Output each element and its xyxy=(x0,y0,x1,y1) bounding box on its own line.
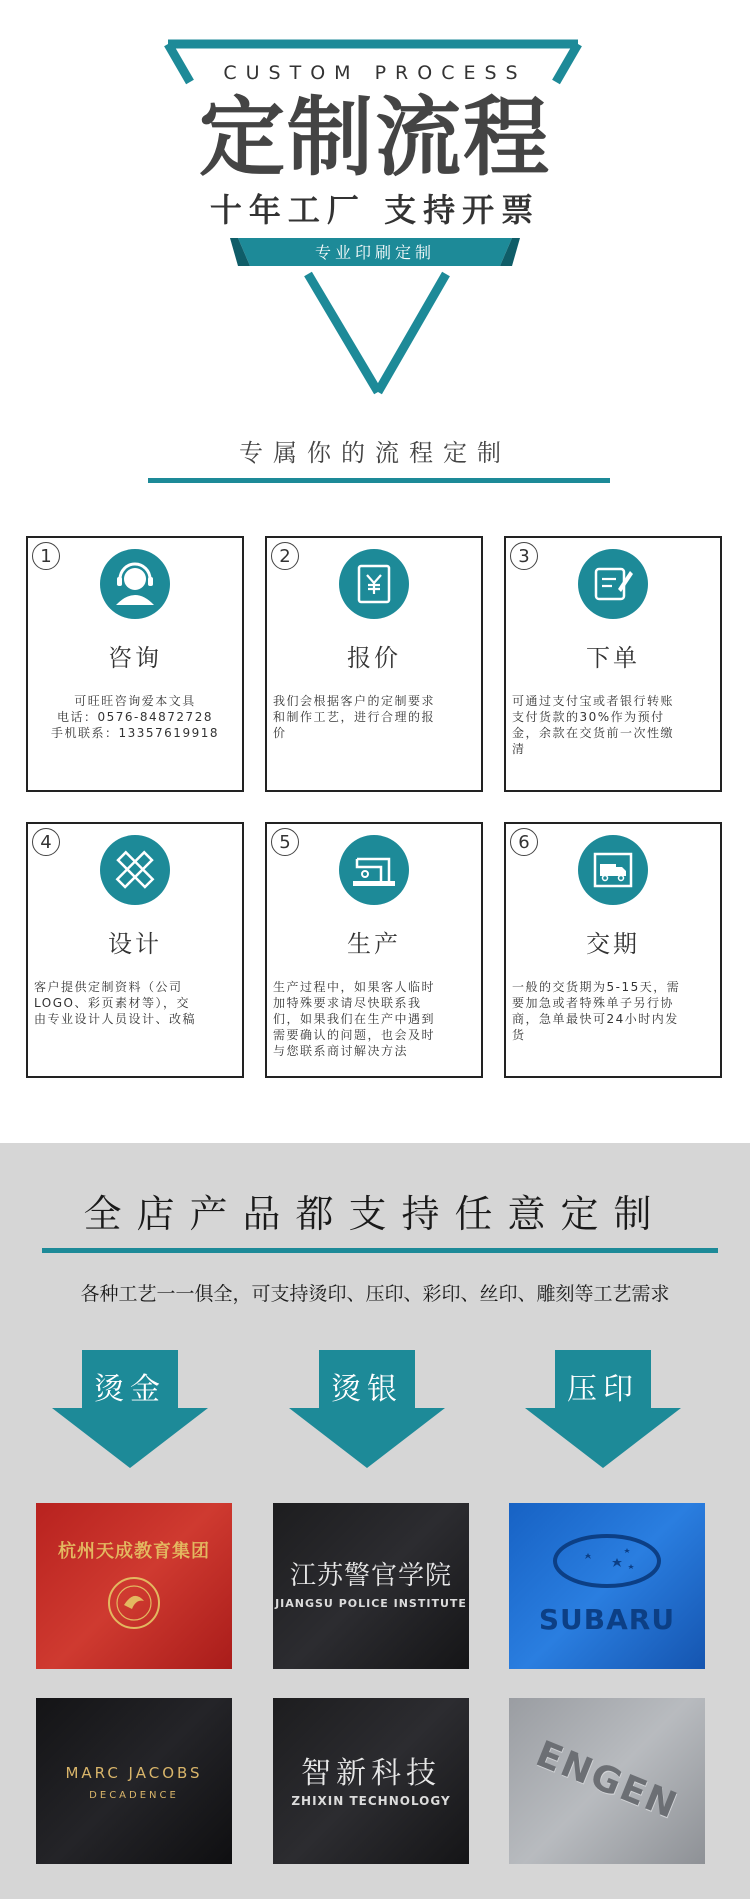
step-desc-line: 手机联系：13357619918 xyxy=(51,726,219,740)
sample-hot-gold-black xyxy=(36,1698,232,1864)
step-description xyxy=(34,979,236,1027)
step-title: 报价 xyxy=(347,644,401,672)
step-number: 1 xyxy=(32,542,60,570)
step-desc-line: 我们会根据客户的定制要求 xyxy=(273,694,436,708)
step-desc-line: 一般的交货期为5-15天，需 xyxy=(512,980,681,994)
step-title: 设计 xyxy=(108,930,162,958)
sewing-machine-icon xyxy=(339,835,409,905)
step-desc-line: 客户提供定制资料（公司 xyxy=(34,980,183,994)
sample-hot-gold-red xyxy=(36,1503,232,1669)
sample-emboss-blue xyxy=(509,1503,705,1669)
step-number: 5 xyxy=(271,828,299,856)
english-title: CUSTOM PROCESS xyxy=(223,62,527,84)
step-title: 交期 xyxy=(586,930,640,958)
step-desc-line: 需要确认的问题，也会及时 xyxy=(273,1028,436,1042)
step-desc-line: 电话：0576-84872728 xyxy=(57,710,213,724)
step-desc-line: 生产过程中，如果客人临时 xyxy=(273,980,436,994)
step-desc-line: 们，如果我们在生产中遇到 xyxy=(273,1012,436,1026)
step-description xyxy=(273,979,475,1059)
sample-text: 智新科技 xyxy=(301,1756,441,1791)
page-subtitle: 十年工厂 支持开票 xyxy=(209,191,541,229)
step-number: 4 xyxy=(32,828,60,856)
sample-text-en: ZHIXIN TECHNOLOGY xyxy=(291,1794,451,1808)
sample-text: ENGEN xyxy=(530,1733,684,1828)
step-desc-line: 清 xyxy=(512,742,526,756)
step-card-production xyxy=(265,822,483,1078)
craft-label-emboss: 压印 xyxy=(567,1372,639,1407)
subaru-logo-icon xyxy=(551,1533,663,1589)
step-desc-line: 金，余款在交货前一次性缴 xyxy=(512,726,675,740)
step-card-delivery xyxy=(504,822,722,1078)
step-description xyxy=(512,979,714,1043)
delivery-truck-icon xyxy=(578,835,648,905)
step-desc-line: 货 xyxy=(512,1028,526,1042)
design-ruler-pencil-icon xyxy=(100,835,170,905)
sample-text: SUBARU xyxy=(538,1603,676,1636)
emblem-icon xyxy=(106,1575,162,1631)
step-desc-line: 可旺旺咨询爱本文具 xyxy=(74,694,196,708)
step-desc-line: 和制作工艺，进行合理的报 xyxy=(273,710,436,724)
step-card-quote xyxy=(265,536,483,792)
sample-hot-silver-black xyxy=(273,1503,469,1669)
step-desc-line: 加特殊要求请尽快联系我 xyxy=(273,996,422,1010)
step-desc-line: LOGO、彩页素材等），交 xyxy=(34,996,190,1010)
step-number: 6 xyxy=(510,828,538,856)
step-number: 2 xyxy=(271,542,299,570)
customization-underline xyxy=(42,1248,718,1253)
step-description xyxy=(34,693,236,741)
sample-text: 杭州天成教育集团 xyxy=(58,1541,210,1562)
sample-text-en: JIANGSU POLICE INSTITUTE xyxy=(275,1597,467,1610)
sample-text-en: DECADENCE xyxy=(89,1790,179,1801)
step-number: 3 xyxy=(510,542,538,570)
customization-subtitle: 各种工艺一一俱全，可支持烫印、压印、彩印、丝印、雕刻等工艺需求 xyxy=(80,1283,670,1305)
step-description xyxy=(512,693,714,757)
step-title: 生产 xyxy=(347,930,401,958)
price-tag-yen-icon xyxy=(339,549,409,619)
step-desc-line: 商，急单最快可24小时内发 xyxy=(512,1012,679,1026)
order-edit-icon xyxy=(578,549,648,619)
process-heading-underline xyxy=(148,478,610,483)
step-desc-line: 可通过支付宝或者银行转账 xyxy=(512,694,675,708)
page-title: 定制流程 xyxy=(199,88,551,188)
sample-hot-silver-black-2 xyxy=(273,1698,469,1864)
badge-label: 专业印刷定制 xyxy=(314,243,435,262)
step-desc-line: 价 xyxy=(273,726,287,740)
sample-text: MARC JACOBS xyxy=(65,1764,203,1782)
step-desc-line: 支付货款的30%作为预付 xyxy=(512,710,665,724)
step-description xyxy=(273,693,475,741)
step-card-order xyxy=(504,536,722,792)
customization-title: 全店产品都支持任意定制 xyxy=(83,1192,667,1236)
sample-emboss-gray xyxy=(509,1698,705,1864)
craft-label-hot-gold: 烫金 xyxy=(94,1372,166,1407)
process-heading: 专属你的流程定制 xyxy=(239,439,511,467)
step-desc-line: 由专业设计人员设计、改稿 xyxy=(34,1012,197,1026)
step-desc-line: 与您联系商讨解决方法 xyxy=(273,1044,409,1058)
step-desc-line: 要加急或者特殊单子另行协 xyxy=(512,996,675,1010)
step-card-design xyxy=(26,822,244,1078)
customer-service-headset-icon xyxy=(100,549,170,619)
step-title: 咨询 xyxy=(108,644,162,672)
craft-label-hot-silver: 烫银 xyxy=(331,1372,403,1407)
step-title: 下单 xyxy=(586,644,640,672)
sample-text: 江苏警官学院 xyxy=(289,1561,452,1591)
step-card-consult xyxy=(26,536,244,792)
